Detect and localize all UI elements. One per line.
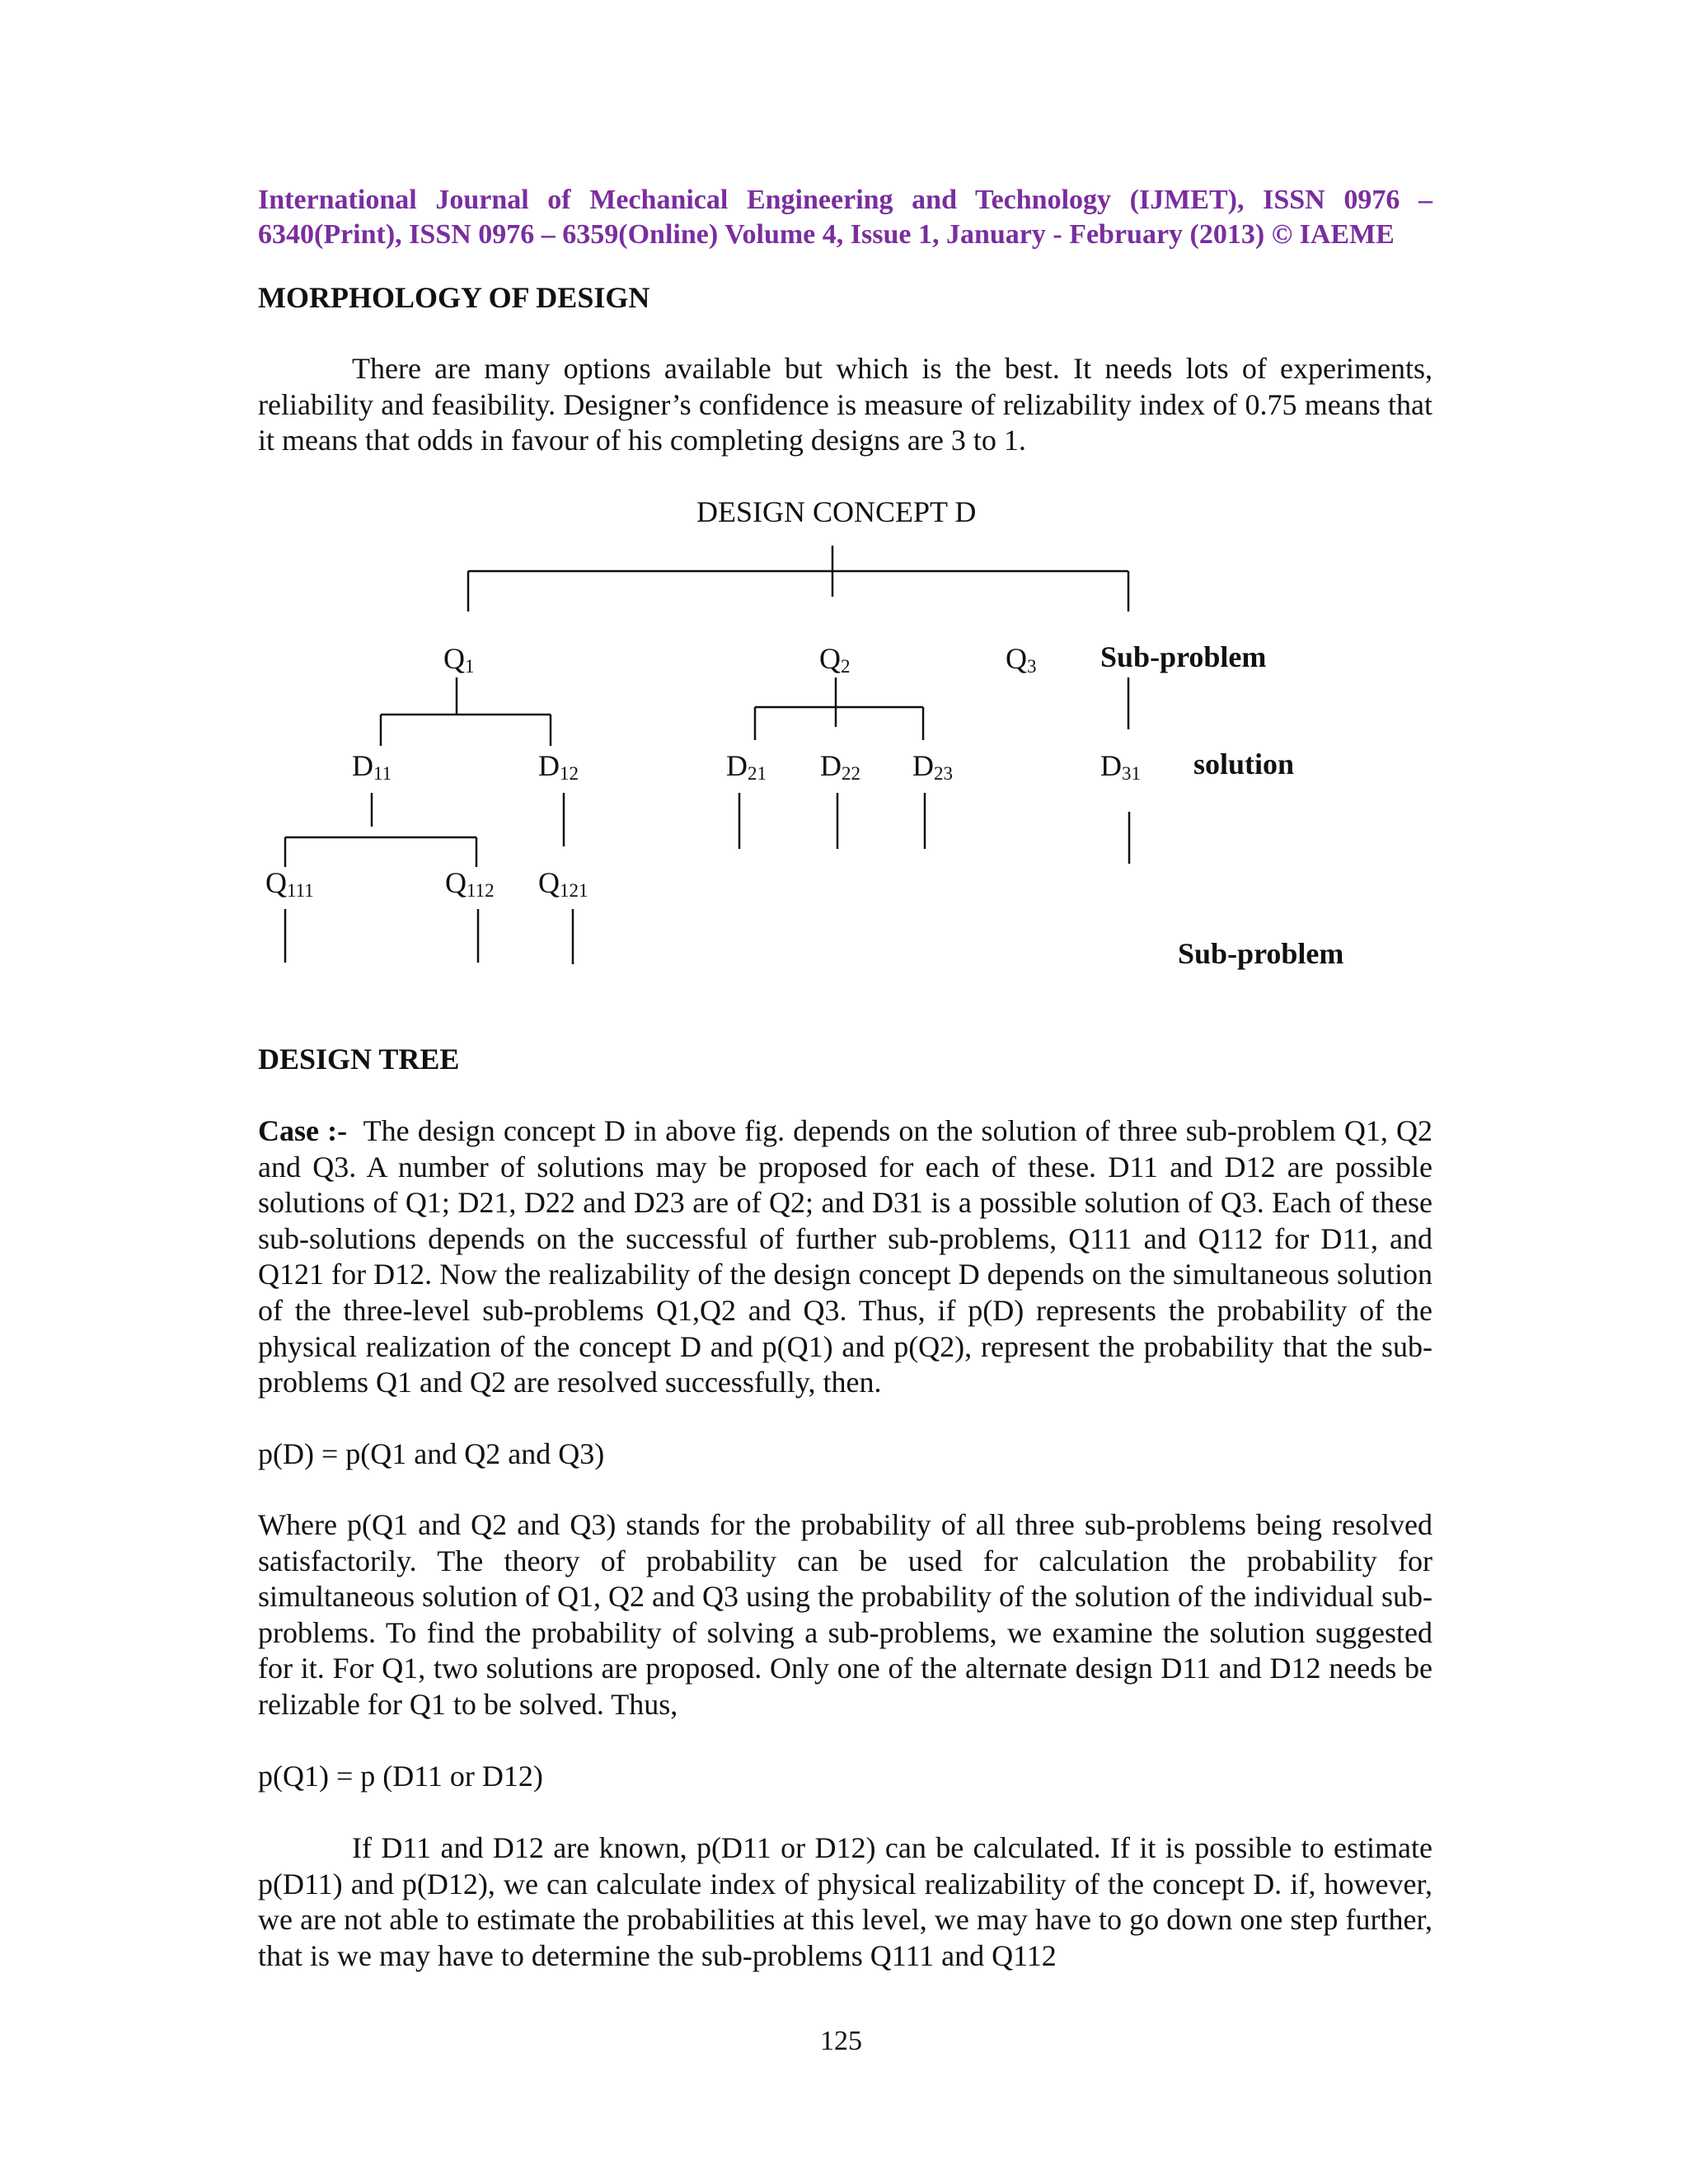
tree-node-q1: $Q_1$	[443, 642, 475, 677]
page-number: 125	[820, 2026, 862, 2056]
tree-node-q112: $Q_{112}$	[445, 866, 495, 901]
sub-problem-tag-level1: Sub-problem	[1100, 640, 1267, 673]
tree-node-d11: $D_{11}$	[352, 749, 392, 784]
equation-pd: p(D) = p(Q1 and Q2 and Q3)	[258, 1437, 605, 1470]
tree-node-d22: $D_{22}$	[820, 749, 860, 784]
case-text: The design concept D in above fig. depends on the solution of three sub-problem Q1, Q2 and Q3. A number of solutions may be proposed for each of these. D11 and D12 are possible solutions of Q1; D21, D22 and D23 are of Q2; and D31 is a possible solution of Q3. Each of these sub-solutions depends on the successful of further sub-problems, Q111 and Q112 for D11, and Q121 for D12. Now the realizability of the design concept D depends on the simultaneous solution of the three-level sub-problems Q1,Q2 and Q3. Thus, if p(D) represents the probability of the physical realization of the concept D and p(Q1) and p(Q2), represent the probability that the sub-problems Q1 and Q2 are resolved successfully, then.	[258, 1114, 1432, 1399]
tree-node-d23: $D_{23}$	[912, 749, 953, 784]
sub-problem-tag-level3: Sub-problem	[1178, 937, 1344, 970]
section-title-design-tree: DESIGN TREE	[258, 1043, 460, 1076]
tree-node-d31: $D_{31}$	[1100, 749, 1141, 784]
estimate-paragraph: If D11 and D12 are known, p(D11 or D12) can be calculated. If it is possible to estimate p(D11) and p(D12), we can calculate index of physical realizability of the concept D. if, however, we are not able to estimate the probabilities at this level, we may have to go down one step further, that is we may have to determine the sub-problems Q111 and Q112	[258, 1831, 1432, 1972]
probability-paragraph: Where p(Q1 and Q2 and Q3) stands for the probability of all three sub-problems being resolved satisfactorily. The theory of probability can be used for calculation the probability for simultaneous solution of Q1, Q2 and Q3 using the probability of the solution of the individual sub-problems. To find the probability of solving a sub-problems, we examine the solution suggested for it. For Q1, two solutions are proposed. Only one of the alternate design D11 and D12 needs be relizable for Q1 to be solved. Thus,	[258, 1508, 1432, 1721]
tree-node-q111: $Q_{111}$	[265, 866, 314, 901]
case-paragraph	[258, 1113, 1432, 1401]
equation-pq1: p(Q1) = p (D11 or D12)	[258, 1760, 543, 1793]
tree-node-d12: $D_{12}$	[538, 749, 579, 784]
solution-tag: solution	[1193, 748, 1295, 780]
section-title-morphology: MORPHOLOGY OF DESIGN	[258, 281, 650, 314]
tree-node-q2: $Q_2$	[819, 642, 851, 677]
tree-node-d21: $D_{21}$	[726, 749, 767, 784]
case-label: Case :-	[258, 1114, 348, 1147]
intro-paragraph: There are many options available but which is the best. It needs lots of experiments, reliability and feasibility. Designer’s confidence is measure of relizability index of 0.75 means that it means that odds in favour of his completing designs are 3 to 1.	[258, 352, 1432, 457]
tree-node-q3: $Q_3$	[1006, 642, 1037, 677]
tree-root-label: DESIGN CONCEPT D	[696, 495, 977, 528]
journal-header: International Journal of Mechanical Engineering and Technology (IJMET), ISSN 0976 – 6340(Print), ISSN 0976 – 6359(Online) Volume 4, Issue 1, January - February (2013) © IAEME	[258, 185, 1432, 250]
tree-node-q121: $Q_{121}$	[538, 866, 588, 901]
